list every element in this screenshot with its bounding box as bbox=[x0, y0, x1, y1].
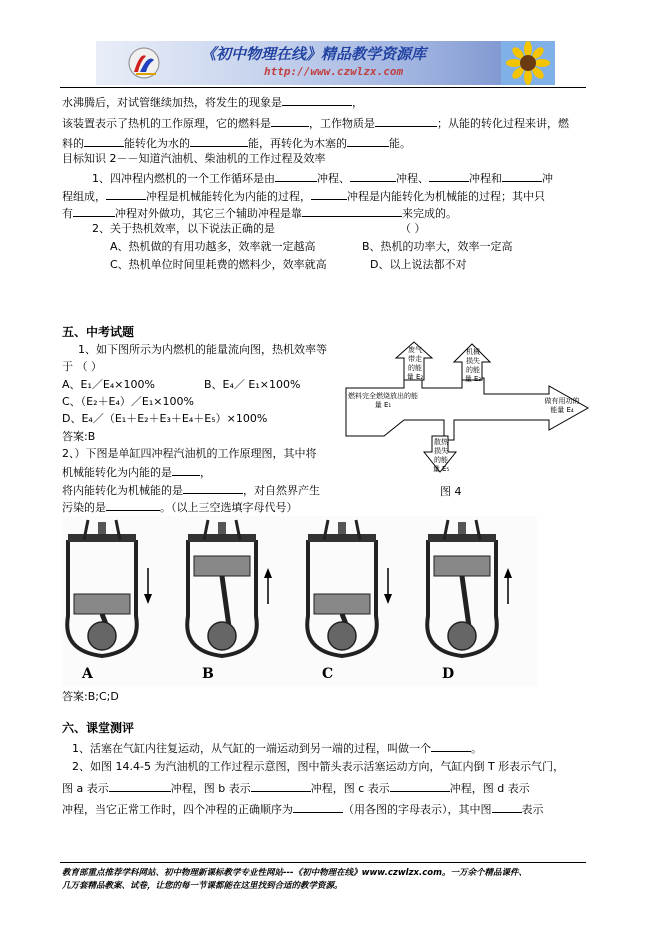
text-line: 程组成， 冲程是机械能转化为内能的过程， 冲程是内能转化为机械能的过程；其中只 bbox=[62, 190, 545, 203]
answer-text: 答案:B bbox=[62, 430, 96, 443]
question-text: 于 （ ） bbox=[62, 360, 102, 373]
header-banner bbox=[96, 41, 555, 85]
option-b: B、热机的功率大，效率一定高 bbox=[362, 240, 513, 253]
option-a: A、热机做的有用功越多，效率就一定越高 bbox=[110, 240, 316, 253]
question-text: 将内能转化为机械能的是 ，对自然界产生 bbox=[62, 484, 320, 497]
answer-paren: （ ） bbox=[400, 222, 426, 235]
question-text: 1、如下图所示为内燃机的能量流向图，热机效率等 bbox=[78, 343, 327, 356]
text-line: 水沸腾后，对试管继续加热，将发生的现象是 ， bbox=[62, 96, 363, 109]
engine-label: A bbox=[82, 666, 93, 682]
option-c: C、（E₂＋E₄）／E₁×100% bbox=[62, 395, 194, 408]
text-line: 2、关于热机效率，以下说法正确的是 bbox=[92, 222, 275, 235]
answer-text: 答案:B;C;D bbox=[62, 690, 119, 703]
crankshaft bbox=[88, 622, 116, 650]
motion-arrowhead bbox=[384, 594, 392, 604]
question-text: 2、）下图是单缸四冲程汽油机的工作原理图，其中将 bbox=[62, 447, 317, 460]
option-d: D、E₄／（E₁＋E₂＋E₃＋E₄＋E₅）×100% bbox=[62, 412, 268, 425]
motion-arrowhead bbox=[264, 568, 272, 578]
question-text: 机械能转化为内能的是 ， bbox=[62, 466, 211, 479]
engine-label: C bbox=[322, 666, 334, 682]
energy-flow-diagram bbox=[344, 340, 594, 475]
cylinder-head bbox=[428, 534, 496, 542]
question-text: 图 a 表示 冲程，图 b 表示 冲程，图 c 表示 冲程，图 d 表示 bbox=[62, 782, 530, 795]
option-b: B、E₄／ E₁×100% bbox=[204, 378, 301, 391]
option-c: C、热机单位时间里耗费的燃料少，效率就高 bbox=[110, 258, 327, 271]
section-heading: 六、课堂测评 bbox=[62, 721, 135, 735]
fuel-energy-label: 燃料完全燃烧放出的能量 E₁ bbox=[348, 392, 418, 409]
spark-plug bbox=[458, 522, 466, 534]
banner-title: 《初中物理在线》精品教学资源库 bbox=[201, 45, 427, 63]
engine-label: D bbox=[442, 666, 455, 682]
footer-line: 几万套精品教案、试卷，让您的每一节课都能在这里找到合适的教学资源。 bbox=[62, 881, 343, 891]
piston bbox=[74, 594, 130, 614]
section-heading: 五、中考试题 bbox=[62, 325, 135, 339]
heat-loss-label: 散热损失的能量 E₅ bbox=[432, 438, 450, 473]
sunflower-icon bbox=[501, 41, 555, 85]
option-d: D、以上说法都不对 bbox=[370, 258, 467, 271]
option-a: A、E₁／E₄×100% bbox=[62, 378, 155, 391]
footer-rule bbox=[60, 862, 586, 863]
text-line: 该装置表示了热机的工作原理，它的燃料是 ，工作物质是 ；从能的转化过程来讲，燃 bbox=[62, 117, 569, 130]
mechanical-loss-label: 机械损失的能量 E₃ bbox=[464, 348, 482, 383]
crankshaft bbox=[328, 622, 356, 650]
banner-url: http://www.czwlzx.com bbox=[264, 65, 404, 78]
text-line: 有 冲程对外做功，其它三个辅助冲程是靠 来完成的。 bbox=[62, 207, 457, 220]
crankshaft bbox=[208, 622, 236, 650]
piston bbox=[434, 556, 490, 576]
question-text: 冲程，当它正常工作时，四个冲程的正确顺序为 （用各图的字母表示），其中图 表示 bbox=[62, 803, 544, 816]
motion-arrowhead bbox=[144, 594, 152, 604]
engine-diagram bbox=[62, 516, 537, 686]
question-text: 污染的是 。（以上三空选填字母代号） bbox=[62, 501, 298, 514]
spark-plug bbox=[218, 522, 226, 534]
question-text: 1、活塞在气缸内往复运动，从气缸的一端运动到另一端的过程，叫做一个 。 bbox=[72, 742, 482, 755]
motion-arrowhead bbox=[504, 568, 512, 578]
engine-strokes-figure bbox=[62, 516, 537, 686]
useful-work-label: 做有用功的能量 E₄ bbox=[544, 397, 580, 414]
text-line: 料的 能转化为水的 能，再转化为木塞的 能。 bbox=[62, 137, 411, 150]
spark-plug bbox=[98, 522, 106, 534]
spark-plug bbox=[338, 522, 346, 534]
cylinder-head bbox=[68, 534, 136, 542]
logo-icon bbox=[126, 46, 162, 80]
piston bbox=[314, 594, 370, 614]
engine-label: B bbox=[202, 666, 214, 682]
goal-heading: 目标知识 2－－知道汽油机、柴油机的工作过程及效率 bbox=[62, 152, 326, 165]
cylinder-head bbox=[308, 534, 376, 542]
crankshaft bbox=[448, 622, 476, 650]
cylinder-head bbox=[188, 534, 256, 542]
question-text: 2、如图 14.4-5 为汽油机的工作过程示意图，图中箭头表示活塞运动方向，气缸内倒 T 形表示气门， bbox=[72, 760, 565, 773]
piston bbox=[194, 556, 250, 576]
text-line: 1、四冲程内燃机的一个工作循环是由 冲程、 冲程、 冲程和 冲 bbox=[92, 172, 553, 185]
figure-caption: 图 4 bbox=[440, 485, 462, 498]
footer-line: 教育部重点推荐学科网站、初中物理新课标教学专业性网站---《初中物理在线》www.czwlzx.com。一万余个精品课件、 bbox=[62, 868, 527, 878]
exhaust-energy-label: 废气带走的能量 E₂ bbox=[406, 346, 424, 381]
header-rule bbox=[60, 87, 586, 88]
